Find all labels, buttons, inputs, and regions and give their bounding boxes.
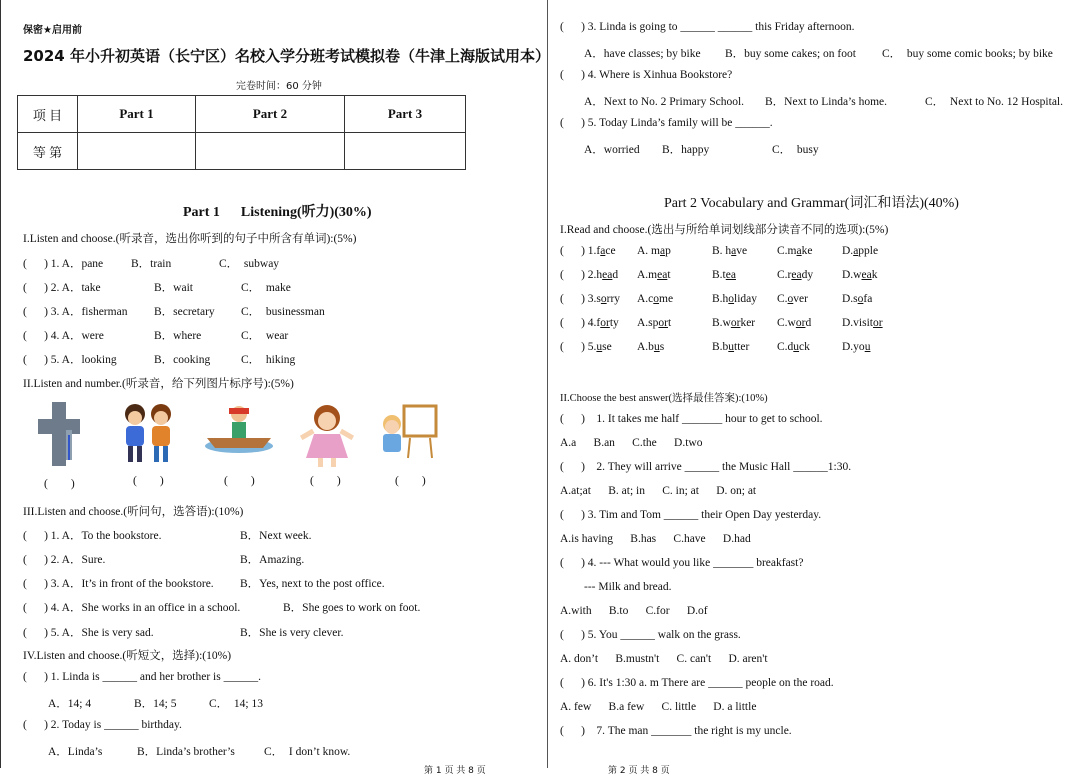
- option-b: B．buy some cakes; on foot: [725, 48, 856, 60]
- word-part: ( ) 1.f: [560, 245, 601, 257]
- left-page-edge: [0, 0, 1, 768]
- phonics-option-c: [777, 317, 811, 329]
- picture-blank[interactable]: ( ): [44, 478, 75, 490]
- exam-title: 2024 年小升初英语（长宁区）名校入学分班考试模拟卷（牛津上海版试用本）: [23, 47, 550, 65]
- option-c: C． I don’t know.: [264, 746, 351, 758]
- grade-cell-part1-value: [78, 133, 196, 170]
- phonics-option-c: [777, 245, 812, 257]
- word-part: A.m: [637, 269, 658, 281]
- phonics-option-d: [842, 341, 870, 353]
- phonics-word: [560, 341, 612, 353]
- question-item: ( ) 4. --- What would you like _______ breakfast?: [560, 557, 804, 569]
- confidential-label: 保密★启用前: [23, 25, 82, 36]
- word-part: B.h: [712, 293, 729, 305]
- phonics-option-b: [712, 293, 757, 305]
- answer-options: A. don’t B.mustn't C. can't D. aren't: [560, 653, 768, 665]
- picture-blank[interactable]: ( ): [310, 475, 341, 487]
- question-item: ( ) 1. A．pane: [23, 258, 104, 270]
- question-item: ( ) 4. A．were: [23, 330, 104, 342]
- word-part: d: [612, 269, 619, 281]
- word-part: t: [668, 317, 672, 329]
- option-a: A．14; 4: [48, 698, 92, 710]
- underlined-sound: a: [731, 245, 737, 257]
- option-b: B．Linda’s brother’s: [137, 746, 235, 758]
- grade-cell-label: 项 目: [18, 96, 78, 133]
- underlined-sound: ea: [602, 269, 613, 281]
- underlined-sound: o: [787, 293, 794, 305]
- underlined-sound: or: [795, 317, 806, 329]
- answer-options: A.a B.an C.the D.two: [560, 437, 703, 449]
- crying-girl-picture: [298, 400, 356, 468]
- underlined-sound: a: [796, 245, 802, 257]
- grade-cell-part1: Part 1: [78, 96, 196, 133]
- option-c: C． make: [241, 282, 291, 294]
- answer-options: A.at;at B. at; in C. in; at D. on; at: [560, 485, 757, 497]
- grade-cell-part2: Part 2: [196, 96, 345, 133]
- underlined-sound: u: [864, 341, 871, 353]
- section-heading: II.Choose the best answer(选择最佳答案):(10%): [560, 393, 768, 404]
- phonics-option-b: [712, 245, 747, 257]
- option-b: B．wait: [154, 282, 193, 294]
- word-part: C.: [777, 293, 788, 305]
- option-b: B．train: [131, 258, 172, 270]
- phonics-option-b: [712, 341, 749, 353]
- question-item: ( ) 2. They will arrive ______ the Music Hall ______1:30.: [560, 461, 852, 473]
- underlined-sound: a: [853, 245, 859, 257]
- option-b: B．secretary: [154, 306, 215, 318]
- option-b: B．She goes to work on foot.: [283, 602, 421, 614]
- boy-at-blackboard-picture: [378, 404, 438, 460]
- option-c: C． hiking: [241, 354, 296, 366]
- word-part: ve: [736, 245, 748, 257]
- word-part: D.w: [842, 269, 862, 281]
- option-b: B．cooking: [154, 354, 211, 366]
- section-heading: I.Read and choose.(选出与所给单词划线部分读音不同的选项):(5%): [560, 224, 889, 236]
- question-item: ( ) 3. Tim and Tom ______ their Open Day yesterday.: [560, 509, 822, 521]
- part2-title: Part 2 Vocabulary and Grammar(词汇和语法)(40%): [664, 196, 959, 211]
- page-footer-right: 第 2 页 共 8 页: [608, 766, 670, 776]
- underlined-sound: or: [600, 317, 610, 329]
- word-part: ce: [605, 245, 616, 257]
- answer-options: A.with B.to C.for D.of: [560, 605, 708, 617]
- phonics-option-a: [637, 245, 671, 257]
- grade-table: [17, 95, 466, 170]
- part1-title: Part 1 Listening(听力)(30%): [183, 205, 372, 220]
- answer-line: --- Milk and bread.: [584, 581, 672, 593]
- answer-options: A. few B.a few C. little D. a little: [560, 701, 757, 713]
- word-part: me: [659, 293, 674, 305]
- question-item: ( ) 2. A．Sure.: [23, 554, 106, 566]
- option-b: B．Next to Linda’s home.: [765, 96, 888, 108]
- word-part: ( ) 2.h: [560, 269, 603, 281]
- question-item: ( ) 2. A．take: [23, 282, 101, 294]
- word-part: s: [659, 341, 665, 353]
- question-item: ( ) 5. A．She is very sad.: [23, 627, 154, 639]
- underlined-sound: o: [653, 293, 660, 305]
- phonics-option-a: [637, 269, 671, 281]
- word-part: liday: [734, 293, 758, 305]
- word-part: C.m: [777, 245, 797, 257]
- option-c: C． buy some comic books; by bike: [882, 48, 1053, 60]
- option-c: C． 14; 13: [209, 698, 263, 710]
- word-part: A.sp: [637, 317, 659, 329]
- word-part: d: [805, 317, 812, 329]
- page-footer-left: 第 1 页 共 8 页: [424, 766, 486, 776]
- word-part: A. m: [637, 245, 660, 257]
- grade-cell-label: 等 第: [18, 133, 78, 170]
- underlined-sound: or: [730, 317, 741, 329]
- question-item: ( ) 3. A．fisherman: [23, 306, 128, 318]
- option-c: C． wear: [241, 330, 289, 342]
- question-item: ( ) 1. It takes me half _______ hour to get to school.: [560, 413, 823, 425]
- underlined-sound: a: [600, 245, 606, 257]
- option-b: B．14; 5: [134, 698, 177, 710]
- phonics-word: [560, 293, 620, 305]
- word-part: t: [667, 269, 671, 281]
- option-c: C． Next to No. 12 Hospital.: [925, 96, 1063, 108]
- word-part: ke: [801, 245, 813, 257]
- word-part: ck: [799, 341, 810, 353]
- exam-time: 完卷时间：60 分钟: [236, 81, 322, 92]
- option-a: A．have classes; by bike: [584, 48, 701, 60]
- word-part: ( ) 4.f: [560, 317, 601, 329]
- question-item: ( ) 4. A．She works in an office in a school.: [23, 602, 241, 614]
- phonics-option-a: [637, 293, 673, 305]
- phonics-option-d: [842, 317, 883, 329]
- option-b: B．Yes, next to the post office.: [240, 578, 385, 590]
- word-part: C.d: [777, 341, 794, 353]
- word-part: D.visit: [842, 317, 873, 329]
- word-part: A.b: [637, 341, 654, 353]
- option-c: C． busy: [772, 144, 819, 156]
- question-item: ( ) 3. Linda is going to ______ ______ this Friday afternoon.: [560, 21, 855, 33]
- word-part: ( ) 3.s: [560, 293, 601, 305]
- page-divider: [547, 0, 548, 768]
- section-heading: IV.Listen and choose.(听短文，选择):(10%): [23, 650, 232, 662]
- word-part: ker: [740, 317, 756, 329]
- picture-blank[interactable]: ( ): [395, 475, 426, 487]
- phonics-word: [560, 245, 616, 257]
- picture-blank[interactable]: ( ): [224, 475, 255, 487]
- phonics-word: [560, 269, 618, 281]
- option-b: B．where: [154, 330, 202, 342]
- section-heading: II.Listen and number.(听录音，给下列图片标序号):(5%): [23, 378, 294, 390]
- question-item: ( ) 2. Today is ______ birthday.: [23, 719, 182, 731]
- word-part: p: [665, 245, 671, 257]
- phonics-option-d: [842, 293, 872, 305]
- option-b: B．She is very clever.: [240, 627, 344, 639]
- question-item: ( ) 5. Today Linda’s family will be ______.: [560, 117, 773, 129]
- grade-table-value-row: [18, 133, 466, 170]
- underlined-sound: ea: [725, 269, 736, 281]
- word-part: C.r: [777, 269, 792, 281]
- grade-cell-part3-value: [345, 133, 466, 170]
- underlined-sound: o: [728, 293, 735, 305]
- phonics-option-c: [777, 269, 813, 281]
- option-a: A．worried: [584, 144, 640, 156]
- option-c: C． businessman: [241, 306, 325, 318]
- question-item: ( ) 1. A．To the bookstore.: [23, 530, 162, 542]
- underlined-sound: ea: [791, 269, 802, 281]
- phonics-option-b: [712, 269, 736, 281]
- section-heading: I.Listen and choose.(听录音，选出你听到的句子中所含有单词):(5%): [23, 233, 357, 245]
- grade-cell-part2-value: [196, 133, 345, 170]
- word-part: dy: [801, 269, 814, 281]
- picture-blank[interactable]: ( ): [133, 475, 164, 487]
- question-item: ( ) 4. Where is Xinhua Bookstore?: [560, 69, 733, 81]
- underlined-sound: u: [653, 341, 660, 353]
- section-heading: III.Listen and choose.(听问句，选答语):(10%): [23, 506, 244, 518]
- underlined-sound: or: [658, 317, 668, 329]
- word-part: D.s: [842, 293, 858, 305]
- underlined-sound: a: [660, 245, 666, 257]
- option-b: B．Amazing.: [240, 554, 305, 566]
- underlined-sound: or: [873, 317, 883, 329]
- underlined-sound: u: [793, 341, 800, 353]
- word-part: rry: [606, 293, 621, 305]
- option-a: A．Next to No. 2 Primary School.: [584, 96, 745, 108]
- question-item: ( ) 3. A．It’s in front of the bookstore.: [23, 578, 214, 590]
- word-part: se: [602, 341, 612, 353]
- word-part: ver: [793, 293, 808, 305]
- phonics-option-c: [777, 293, 808, 305]
- question-item: ( ) 5. You ______ walk on the grass.: [560, 629, 741, 641]
- underlined-sound: u: [596, 341, 603, 353]
- phonics-option-d: [842, 269, 877, 281]
- question-item: ( ) 1. Linda is ______ and her brother is ______.: [23, 671, 261, 683]
- word-part: B.w: [712, 317, 731, 329]
- two-children-picture: [117, 400, 179, 466]
- word-part: ty: [609, 317, 619, 329]
- phonics-option-d: [842, 245, 878, 257]
- word-part: k: [871, 269, 878, 281]
- question-item: ( ) 5. A．looking: [23, 354, 117, 366]
- option-c: C． subway: [219, 258, 280, 270]
- phonics-option-b: [712, 317, 755, 329]
- phonics-option-a: [637, 341, 664, 353]
- answer-options: A.is having B.has C.have D.had: [560, 533, 751, 545]
- word-part: A.c: [637, 293, 654, 305]
- option-a: A．Linda’s: [48, 746, 103, 758]
- phonics-option-a: [637, 317, 671, 329]
- question-item: ( ) 6. It's 1:30 a. m There are ______ people on the road.: [560, 677, 834, 689]
- hospital-cross-picture: [38, 402, 82, 466]
- phonics-word: [560, 317, 619, 329]
- question-item: ( ) 7. The man _______ the right is my uncle.: [560, 725, 792, 737]
- underlined-sound: ea: [657, 269, 668, 281]
- word-part: ( ) 5.: [560, 341, 597, 353]
- word-part: fa: [863, 293, 873, 305]
- underlined-sound: u: [728, 341, 735, 353]
- word-part: tter: [734, 341, 750, 353]
- word-part: B.b: [712, 341, 729, 353]
- word-part: D.yo: [842, 341, 865, 353]
- word-part: B.t: [712, 269, 726, 281]
- option-b: B．Next week.: [240, 530, 312, 542]
- underlined-sound: o: [600, 293, 607, 305]
- word-part: D.: [842, 245, 854, 257]
- grade-table-header-row: [18, 96, 466, 133]
- word-part: pple: [858, 245, 879, 257]
- option-b: B．happy: [662, 144, 710, 156]
- word-part: C.w: [777, 317, 796, 329]
- grade-cell-part3: Part 3: [345, 96, 466, 133]
- underlined-sound: o: [857, 293, 864, 305]
- phonics-option-c: [777, 341, 810, 353]
- underlined-sound: ea: [861, 269, 872, 281]
- dragon-boat-picture: [205, 402, 273, 458]
- word-part: B. h: [712, 245, 732, 257]
